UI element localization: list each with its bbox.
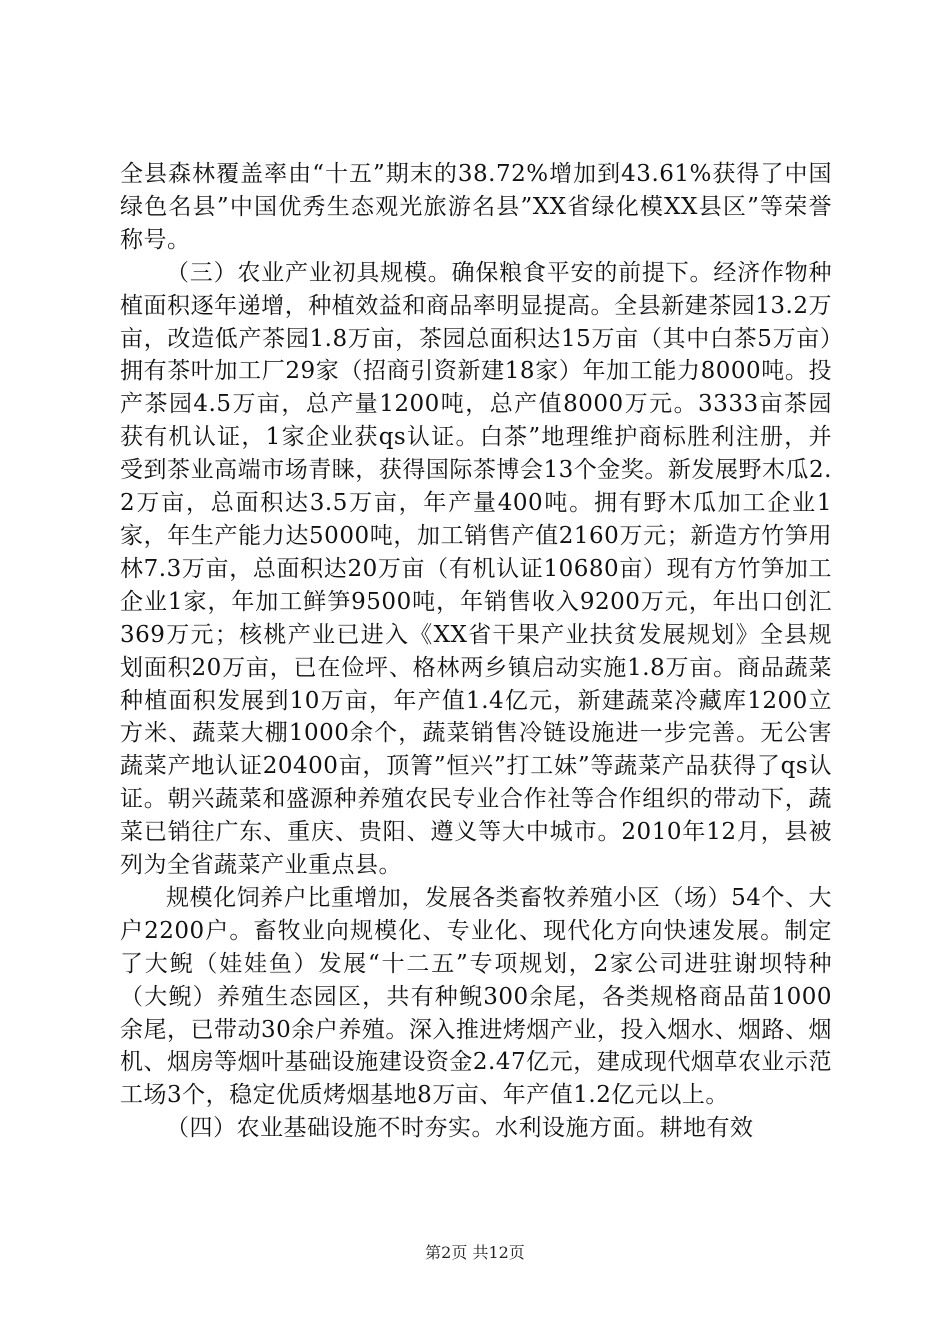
paragraph-4: （四）农业基础设施不时夯实。水利设施方面。耕地有效 <box>166 1115 754 1142</box>
paragraph-1: 全县森林覆盖率由“十五”期末的38.72%增加到43.61%获得了中国绿色名县”中国优秀生态观光旅游名县”XX省绿化模XX县区”等荣誉称号。 <box>120 161 832 253</box>
paragraph-2: （三）农业产业初具规模。确保粮食平安的前提下。经济作物种植面积逐年递增，种植效益和商品率明显提高。全县新建茶园13.2万亩，改造低产茶园1.8万亩，茶园总面积达15万亩（其中白茶5万亩）拥有茶叶加工厂29家（招商引资新建18家）年加工能力8000吨。投产茶园4.5万亩，总产量1200吨，总产值8000万元。3333亩茶园获有机认证，1家企业获qs认证。白茶”地理维护商标胜利注册，并受到茶业高端市场青睐，获得国际茶博会13个金奖。新发展野木瓜2.2万亩，总面积达3.5万亩，年产量400吨。拥有野木瓜加工企业1家，年生产能力达5000吨，加工销售产值2160万元；新造方竹笋用林7.3万亩，总面积达20万亩（有机认证10680亩）现有方竹笋加工企业1家，年加工鲜笋9500吨，年销售收入9200万元，年出口创汇369万元；核桃产业已进入《XX省干果产业扶贫发展规划》全县规划面积20万亩，已在俭坪、格林两乡镇启动实施1.8万亩。商品蔬菜种植面积发展到10万亩，年产值1.4亿元，新建蔬菜冷藏库1200立方米、蔬菜大棚1000余个，蔬菜销售冷链设施进一步完善。无公害蔬菜产地认证20400亩，顶箐”恒兴”打工妹”等蔬菜产品获得了qs认证。朝兴蔬菜和盛源种养殖农民专业合作社等合作组织的带动下，蔬菜已销往广东、重庆、贵阳、遵义等大中城市。2010年12月，县被列为全省蔬菜产业重点县。 <box>120 259 832 879</box>
paragraph-3: 规模化饲养户比重增加，发展各类畜牧养殖小区（场）54个、大户2200户。畜牧业向规模化、专业化、现代化方向快速发展。制定了大鲵（娃娃鱼）发展“十二五”专项规划，2家公司进驻谢坝特种（大鲵）养殖生态园区，共有种鲵300余尾，各类规格商品苗1000余尾，已带动30余户养殖。深入推进烤烟产业，投入烟水、烟路、烟机、烟房等烟叶基础设施建设资金2.47亿元，建成现代烟草农业示范工场3个，稳定优质烤烟基地8万亩、年产值1.2亿元以上。 <box>120 884 832 1109</box>
document-body <box>120 158 832 1145</box>
page-footer: 第2页 共12页 <box>425 1243 525 1262</box>
